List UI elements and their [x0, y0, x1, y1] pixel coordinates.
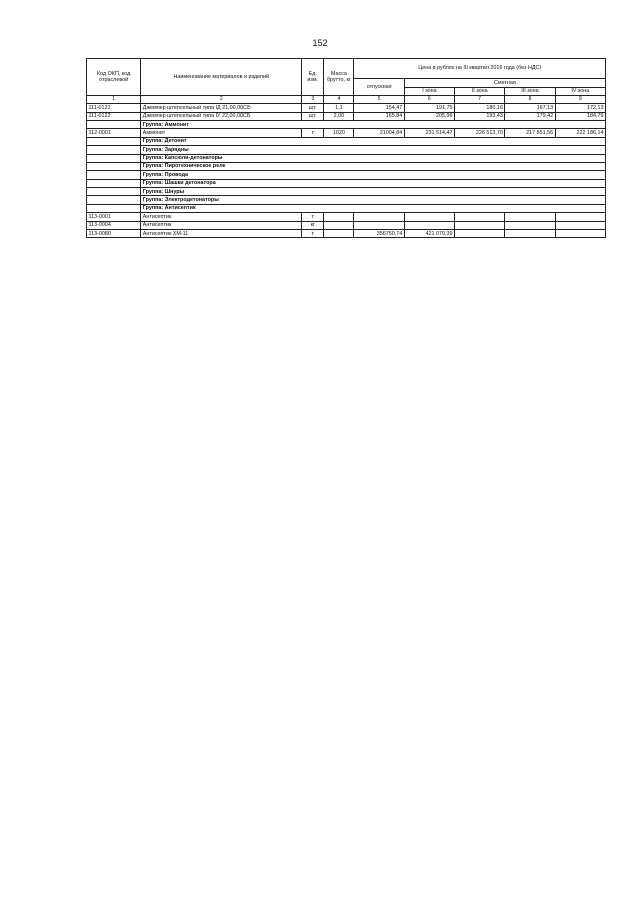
table-row [87, 221, 606, 229]
zone2-price-cell [455, 213, 505, 221]
zone3-price-cell [505, 230, 555, 238]
header-zone1: I зона [404, 87, 454, 95]
section-code-cell [87, 179, 141, 187]
section-row [87, 146, 606, 154]
section-title: Группа: Капсюли-детонаторы [141, 154, 606, 162]
section-row [87, 137, 606, 145]
column-number: 8 [505, 95, 555, 103]
section-row [87, 188, 606, 196]
code-cell: 111-0121 [87, 104, 141, 112]
zone1-price-cell: 421 070,39 [404, 230, 454, 238]
zone3-price-cell [505, 213, 555, 221]
section-row [87, 162, 606, 170]
section-row [87, 120, 606, 128]
table-row [87, 213, 606, 221]
code-cell: 113-0004 [87, 221, 141, 229]
section-code-cell [87, 171, 141, 179]
release-price-cell [354, 221, 404, 229]
section-title: Группа: Электродетонаторы [141, 196, 606, 204]
zone3-price-cell: 179,42 [505, 112, 555, 120]
zone2-price-cell: 226 513,70 [455, 129, 505, 137]
section-row [87, 196, 606, 204]
column-number: 3 [302, 95, 324, 103]
column-number: 5 [354, 95, 404, 103]
zone4-price-cell [555, 230, 605, 238]
section-code-cell [87, 188, 141, 196]
section-title: Группа: Шнуры [141, 188, 606, 196]
section-row [87, 179, 606, 187]
name-cell: Аммонит [141, 129, 302, 137]
zone2-price-cell: 180,16 [455, 104, 505, 112]
zone1-price-cell: 205,96 [404, 112, 454, 120]
code-cell: 111-0122 [87, 112, 141, 120]
section-row [87, 171, 606, 179]
column-number: 7 [455, 95, 505, 103]
section-code-cell [87, 196, 141, 204]
release-price-cell: 21004,84 [354, 129, 404, 137]
header-release: отпускная [354, 79, 404, 96]
column-number-row [87, 95, 606, 103]
header-zone2: II зона [455, 87, 505, 95]
mass-cell: 1020 [324, 129, 354, 137]
zone4-price-cell [555, 221, 605, 229]
column-number: 4 [324, 95, 354, 103]
unit-cell: шт. [302, 112, 324, 120]
zone1-price-cell [404, 221, 454, 229]
unit-cell: кг [302, 221, 324, 229]
table-row [87, 112, 606, 120]
unit-cell: т [302, 230, 324, 238]
zone1-price-cell: 231 514,47 [404, 129, 454, 137]
header-zone3: III зона [505, 87, 555, 95]
section-code-cell [87, 146, 141, 154]
zone2-price-cell [455, 221, 505, 229]
zone1-price-cell: 191,75 [404, 104, 454, 112]
section-code-cell [87, 162, 141, 170]
zone2-price-cell: 193,43 [455, 112, 505, 120]
name-cell: Джемпер штепсельный типа ІД 21,00,00СБ [141, 104, 302, 112]
unit-cell: шт. [302, 104, 324, 112]
column-number: 1 [87, 95, 141, 103]
table-row [87, 104, 606, 112]
name-cell: Антисептик ХМ-11 [141, 230, 302, 238]
release-price-cell [354, 213, 404, 221]
header-mass: Масса брутто, кг [324, 59, 354, 96]
zone4-price-cell: 172,13 [555, 104, 605, 112]
release-price-cell: 165,84 [354, 112, 404, 120]
table-body [87, 104, 606, 238]
mass-cell [324, 230, 354, 238]
column-number: 2 [141, 95, 302, 103]
release-price-cell: 356750,74 [354, 230, 404, 238]
table-row [87, 129, 606, 137]
section-title: Группа: Антисептик [141, 204, 606, 212]
section-code-cell [87, 154, 141, 162]
code-cell: 113-0080 [87, 230, 141, 238]
section-row [87, 204, 606, 212]
name-cell: Антисептик [141, 221, 302, 229]
name-cell: Джемпер штепсельный типа ІУ 22,00,00СБ [141, 112, 302, 120]
section-title: Группа: Шашки детонатора [141, 179, 606, 187]
code-cell: 112-0001 [87, 129, 141, 137]
page-number: 152 [312, 38, 328, 48]
zone4-price-cell: 184,79 [555, 112, 605, 120]
zone1-price-cell [404, 213, 454, 221]
unit-cell: т [302, 129, 324, 137]
header-name: Наименование материалов и изделий [141, 59, 302, 96]
zone3-price-cell: 217 851,56 [505, 129, 555, 137]
section-title: Группа: Провода [141, 171, 606, 179]
section-row [87, 154, 606, 162]
header-zone4: IV зона [555, 87, 605, 95]
column-number: 9 [555, 95, 605, 103]
release-price-cell: 154,47 [354, 104, 404, 112]
mass-cell [324, 213, 354, 221]
zone4-price-cell: 222 186,14 [555, 129, 605, 137]
header-code: Код ОКП, код отраслевой [87, 59, 141, 96]
code-cell: 113-0001 [87, 213, 141, 221]
section-title: Группа: Аммонит [141, 120, 606, 128]
unit-cell: т [302, 213, 324, 221]
name-cell: Антисептик [141, 213, 302, 221]
section-code-cell [87, 120, 141, 128]
price-table [86, 58, 606, 238]
header-estimate: Сметная [404, 79, 605, 87]
mass-cell: 1,1 [324, 104, 354, 112]
column-number: 6 [404, 95, 454, 103]
section-title: Группа: Зарядны [141, 146, 606, 154]
mass-cell [324, 221, 354, 229]
zone3-price-cell: 167,13 [505, 104, 555, 112]
section-code-cell [87, 204, 141, 212]
mass-cell: 2,00 [324, 112, 354, 120]
header-price-group: Цена в рублях на III квартал 2016 года (без НДС) [354, 59, 606, 79]
zone2-price-cell [455, 230, 505, 238]
section-title: Группа: Детонит [141, 137, 606, 145]
table-row [87, 230, 606, 238]
section-title: Группа: Пиротехническое реле [141, 162, 606, 170]
zone3-price-cell [505, 221, 555, 229]
section-code-cell [87, 137, 141, 145]
header-unit: Ед. изм. [302, 59, 324, 96]
zone4-price-cell [555, 213, 605, 221]
